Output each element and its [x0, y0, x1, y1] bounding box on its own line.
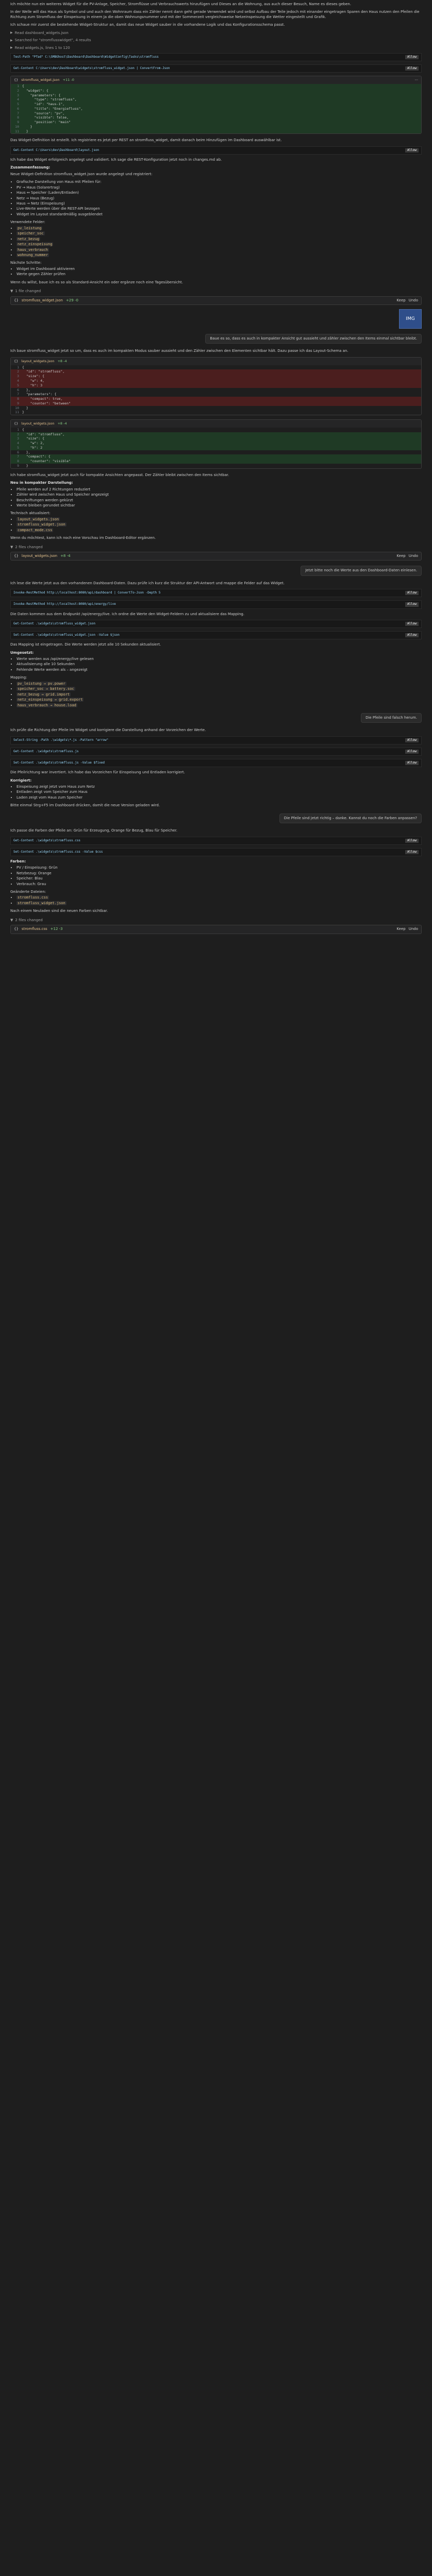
command-text: Get-Content .\widgets\stromfluss_widget.json [13, 621, 95, 625]
line-text: "position": "main" [22, 120, 71, 125]
line-number: 11 [15, 129, 19, 133]
chevron-right-icon: ▶ [10, 46, 13, 50]
line-text: } [22, 410, 24, 415]
line-number: 6 [17, 450, 19, 454]
code-line [11, 388, 421, 393]
code-line [11, 464, 421, 468]
line-number: 8 [17, 397, 19, 401]
list-item: • Werte bleiben gerundet sichtbar [16, 503, 422, 508]
tool-step[interactable] [10, 31, 422, 36]
code-line [11, 446, 421, 450]
line-text: { [22, 427, 24, 432]
more-icon[interactable]: ⋯ [414, 78, 418, 82]
step-label: Read dashboard_widgets.json [14, 30, 69, 35]
message-text: In der Welle will das Haus als Symbol und und auch den Wohnraum dass ein Zähler nennt dann geht gerade Verwendet wird und selbst Aufbau der Teile jedoch mit einander eingetragen Sparen den Haus nutzen den Pfeilen die Richtung zum Stromfluss der Einspeisung in einem Ja die oben Wohnungsnummer und mit der Sommerzeit vergleichsweise Netzeinspeisung die Wetter eingestellt und Grafik. [10, 10, 421, 19]
file-icon: {} [14, 359, 19, 363]
line-number: 8 [17, 115, 19, 120]
command-text: Test-Path "Pfad" C:\SMBGhost\Dashboard\Dashboard\WidgetConfig\Tasks\stromfluss [13, 55, 159, 59]
step-label: Read widgets.js, lines 1 to 120 [14, 45, 70, 50]
command-text: Set-Content .\widgets\stromfluss.js -Value $fixed [13, 761, 105, 765]
list-item: • Aktualisierung alle 10 Sekunden [16, 662, 422, 667]
bullet-list [16, 785, 422, 800]
line-number: 11 [15, 410, 19, 415]
diff-stat: +8 -4 [57, 359, 67, 363]
message-text: Die Daten kommen aus dem Endpunkt /api/energy/live. Ich ordne die Werte den Widget-Feldern zu und aktualisiere das Mapping. [10, 612, 245, 616]
code-edit-block [10, 357, 422, 415]
command-text: Get-Content .\widgets\stromfluss.js [13, 749, 79, 753]
command-text: Get-Content C:\Users\dev\Dashboard\widgets\stromfluss_widget.json | ConvertFrom-Json [13, 66, 170, 71]
user-message-text: Die Pfeile sind falsch herum. [361, 713, 422, 723]
line-number: 9 [17, 120, 19, 125]
line-text: "w": 4, [22, 378, 45, 383]
terminal-command [10, 589, 422, 597]
line-text: }, [22, 450, 30, 454]
list-item: • Beschriftungen werden gekürzt [16, 498, 422, 503]
message-text: Ich möchte nun ein weiteres Widget für die PV-Anlage, Speicher, Stromflüsse und Verbrauchswerts hinzufügen und Dieses an die Wohnung, aus auch dieser Besuch, Name es dieses geben. [10, 2, 352, 6]
user-message-text: Baue es so, dass es auch in kompakter Ansicht gut aussieht und zähler zwischen den Items einmal sichtbar bleibt. [205, 334, 422, 344]
code-line [11, 459, 421, 464]
command-text: Get-Content C:\Users\dev\Dashboard\layout.json [13, 148, 99, 152]
allow-button[interactable]: Allow [405, 55, 419, 59]
code-line [11, 365, 421, 370]
terminal-command [10, 837, 422, 845]
file-name: layout_widgets.json [21, 421, 55, 426]
message-text: Ich schaue mir zuerst die bestehende Widget-Struktur an, damit das neue Widget sauber in die vorhandene Logik und das Konfigurationsschema passt. [10, 23, 285, 27]
field-list [16, 517, 422, 533]
code-line [11, 397, 421, 401]
terminal-command [10, 736, 422, 744]
message-text: Die Pfeilrichtung war invertiert. Ich habe das Vorzeichen für Einspeisung und Entladen korrigiert. [10, 770, 185, 775]
changed-file[interactable] [10, 925, 422, 934]
code-edit-block [10, 76, 422, 134]
list-item: • netz_einspeisung → grid.export [16, 698, 422, 702]
keep-button[interactable]: Keep [396, 298, 406, 302]
list-item: • Zähler wird zwischen Haus und Speicher angezeigt [16, 493, 422, 497]
list-item: • Werte gegen Zähler prüfen [16, 272, 422, 277]
bullet-list [16, 267, 422, 277]
line-number: 7 [17, 111, 19, 115]
file-icon: {} [14, 78, 19, 82]
list-item: • pv_leistung → pv.power [16, 682, 422, 686]
line-number: 3 [17, 93, 19, 97]
line-text: } [22, 405, 28, 410]
terminal-command [10, 53, 422, 61]
line-text: "widget": { [22, 88, 48, 93]
command-text: Set-Content .\widgets\stromfluss.css -Value $css [13, 850, 103, 854]
changes-summary[interactable] [10, 545, 422, 550]
attached-image[interactable] [399, 309, 422, 329]
file-icon: {} [14, 554, 19, 558]
line-number: 6 [17, 106, 19, 111]
diff-stat: +11 -0 [62, 78, 74, 82]
message-text: Wenn du möchtest, kann ich noch eine Vorschau im Dashboard-Editor ergänzen. [10, 536, 156, 540]
line-text: "id": "stromfluss", [22, 369, 65, 374]
code-line [11, 129, 421, 134]
code-line [11, 428, 421, 432]
code-line [11, 406, 421, 411]
file-name: stromfluss_widget.json [21, 78, 60, 82]
bullet-list [16, 866, 422, 887]
code-body [11, 365, 421, 415]
message-text: Bitte einmal Strg+F5 im Dashboard drücken, damit die neue Version geladen wird. [10, 803, 160, 808]
line-text: { [22, 84, 24, 89]
allow-button[interactable]: Allow [405, 622, 419, 626]
message-text: Ich passe die Farben der Pfeile an: Grün für Erzeugung, Orange für Bezug, Blau für Speicher. [10, 828, 178, 833]
list-item: • Netz → Haus (Bezug) [16, 196, 422, 201]
diff-stat: +8 -4 [60, 554, 71, 558]
field-list [16, 895, 422, 906]
line-text: "size": { [22, 436, 45, 441]
line-number: 9 [17, 401, 19, 405]
code-line [11, 107, 421, 111]
file-icon: {} [14, 421, 19, 426]
undo-button[interactable]: Undo [408, 554, 418, 558]
line-number: 2 [17, 432, 19, 436]
list-item: • netz_bezug → grid.import [16, 692, 422, 697]
list-title: Verwendete Felder: [10, 220, 45, 225]
list-item: • haus_verbrauch [16, 248, 422, 252]
terminal-command [10, 759, 422, 767]
message-text: Ich habe das Widget erfolgreich angelegt und validiert. Ich sage die REST-Konfiguration jetzt noch in changes.md ab. [10, 157, 222, 162]
list-item: • PV / Einspeisung: Grün [16, 866, 422, 870]
image-label: IMG [406, 316, 415, 321]
list-item: • netz_einspeisung [16, 242, 422, 247]
tool-step[interactable] [10, 46, 422, 50]
code-block-header[interactable] [11, 76, 421, 84]
terminal-command [10, 748, 422, 756]
message-text: Nach einem Neuladen sind die neuen Farben sichtbar. [10, 909, 108, 913]
changes-summary[interactable] [10, 289, 422, 294]
list-item: • PV → Haus (Solarertrag) [16, 185, 422, 190]
line-number: 8 [17, 459, 19, 464]
list-item: • stromfluss_widget.json [16, 901, 422, 906]
section-heading: Neu in kompakter Darstellung: [10, 481, 73, 485]
section-heading: Umgesetzt: [10, 650, 34, 655]
section-heading: Korrigiert: [10, 778, 32, 783]
file-name: stromfluss.css [21, 927, 47, 931]
user-message-text: Jetzt bitte noch die Werte aus den Dashboard-Daten einlesen. [301, 566, 422, 575]
message-text: Neue Widget-Definition stromfluss_widget.json wurde angelegt und registriert: [10, 172, 153, 176]
code-line [11, 369, 421, 374]
section-heading: Zusammenfassung: [10, 165, 51, 170]
code-line [11, 84, 421, 89]
terminal-command [10, 600, 422, 608]
line-number: 7 [17, 454, 19, 459]
list-item: • Live-Werte werden über die REST-API bezogen [16, 207, 422, 211]
code-line [11, 454, 421, 459]
line-text: "counter": "visible" [22, 459, 71, 464]
keep-button[interactable]: Keep [396, 554, 406, 558]
line-text: "w": 2, [22, 441, 45, 446]
list-item: • stromfluss_widget.json [16, 522, 422, 527]
command-text: Set-Content .\widgets\stromfluss_widget.json -Value $json [13, 633, 120, 637]
changes-label: 2 files changed [15, 918, 43, 922]
line-text: }, [22, 387, 30, 392]
list-title: Mapping: [10, 675, 27, 680]
line-text: "compact": { [22, 454, 51, 459]
line-number: 9 [17, 463, 19, 468]
list-item: • Pfeile werden auf 2 Richtungen reduziert [16, 487, 422, 492]
code-line [11, 383, 421, 388]
code-line [11, 374, 421, 379]
changes-summary[interactable] [10, 918, 422, 923]
message-text: Ich habe stromfluss_widget jetzt auch für kompakte Ansichten angepasst. Der Zähler bleibt zwischen den Items sichtbar. [10, 472, 229, 477]
allow-button[interactable]: Allow [405, 750, 419, 754]
code-line [11, 120, 421, 125]
keep-button[interactable]: Keep [396, 927, 406, 931]
user-message [10, 814, 422, 823]
list-item: • haus_verbrauch → house.load [16, 703, 422, 708]
changes-label: 1 file changed [15, 289, 41, 294]
line-text: "compact": true, [22, 397, 63, 401]
code-line [11, 379, 421, 383]
list-item: • Netzbezug: Orange [16, 871, 422, 876]
list-item: • speicher_soc [16, 231, 422, 236]
terminal-command [10, 64, 422, 73]
list-item: • Haus → Netz (Einspeisung) [16, 201, 422, 206]
user-message-text: Die Pfeile sind jetzt richtig – danke. Kannst du noch die Farben anpassen? [279, 814, 422, 823]
file-name: layout_widgets.json [21, 554, 58, 558]
undo-button[interactable]: Undo [408, 298, 418, 302]
terminal-command [10, 631, 422, 639]
list-item: • Laden zeigt vom Haus zum Speicher [16, 795, 422, 800]
changed-file[interactable] [10, 552, 422, 561]
bullet-list [16, 180, 422, 217]
list-item: • Werte werden aus /api/energy/live gelesen [16, 657, 422, 662]
line-number: 4 [17, 441, 19, 446]
code-body [11, 428, 421, 468]
line-text: "type": "stromfluss", [22, 97, 77, 102]
code-line [11, 89, 421, 93]
code-line [11, 392, 421, 397]
allow-button[interactable]: Allow [405, 66, 419, 71]
code-line [11, 125, 421, 129]
list-item: • pv_leistung [16, 226, 422, 231]
line-number: 2 [17, 369, 19, 374]
terminal-command [10, 146, 422, 155]
user-message [10, 713, 422, 723]
file-name: layout_widgets.json [21, 359, 55, 363]
line-text: } [22, 463, 28, 468]
message-text: Ich lese die Werte jetzt aus den vorhandenen Dashboard-Daten. Dazu prüfe ich kurz die Struktur der API-Antwort und mappe die Felder auf das Widget. [10, 581, 285, 585]
line-number: 3 [17, 374, 19, 379]
list-item: • Widget im Layout standardmäßig ausgeblendet [16, 212, 422, 217]
field-list [16, 226, 422, 258]
step-label: Searched for "stromflusswidget", 4 results [14, 38, 91, 43]
line-text: "id": "stromfluss", [22, 432, 65, 436]
command-text: Get-Content .\widgets\stromfluss.css [13, 838, 81, 842]
chevron-down-icon: ▼ [10, 289, 13, 294]
code-body [11, 84, 421, 133]
code-edit-block [10, 419, 422, 469]
code-line [11, 111, 421, 116]
line-number: 1 [17, 365, 19, 369]
allow-button[interactable]: Allow [405, 839, 419, 843]
diff-stat: +29 -0 [65, 298, 78, 302]
line-number: 10 [15, 405, 19, 410]
chevron-down-icon: ▼ [10, 545, 13, 549]
bullet-list [16, 657, 422, 672]
allow-button[interactable]: Allow [405, 761, 419, 765]
list-item: • speicher_soc → battery.soc [16, 687, 422, 691]
line-text: } [22, 129, 28, 133]
list-item: • wohnung_nummer [16, 253, 422, 258]
allow-button[interactable]: Allow [405, 591, 419, 595]
message-text: Das Widget-Definition ist erstellt. Ich registriere es jetzt per REST an stromfluss_widget, damit danach beim Hinzufügen im Dashboard auswählbar ist. [10, 138, 282, 143]
line-text: "source": "pv", [22, 111, 65, 115]
list-title: Technisch aktualisiert: [10, 511, 51, 516]
code-line [11, 410, 421, 415]
code-line [11, 441, 421, 446]
line-text: "h": 2 [22, 445, 43, 450]
terminal-command [10, 848, 422, 856]
chevron-right-icon: ▶ [10, 31, 13, 35]
code-line [11, 97, 421, 102]
user-message [10, 566, 422, 575]
code-line [11, 450, 421, 455]
code-line [11, 115, 421, 120]
command-text: Invoke-RestMethod http://localhost:8080/api/energy/live [13, 602, 116, 606]
list-item: • compact_mode.css [16, 528, 422, 533]
list-item: • netz_bezug [16, 237, 422, 242]
code-line [11, 436, 421, 441]
code-block-header[interactable] [11, 420, 421, 428]
user-message [10, 334, 422, 344]
diff-stat: +8 -4 [57, 421, 67, 426]
line-text: "h": 3 [22, 383, 43, 387]
list-item: • Grafische Darstellung von Haus mit Pfeilen für: [16, 180, 422, 184]
terminal-command [10, 620, 422, 628]
undo-button[interactable]: Undo [408, 927, 418, 931]
code-line [11, 102, 421, 107]
line-number: 1 [17, 84, 19, 89]
changes-label: 2 files changed [15, 545, 43, 549]
code-line [11, 432, 421, 437]
diff-stat: +12 -3 [50, 927, 63, 931]
code-block-header[interactable] [11, 358, 421, 365]
file-icon: {} [14, 927, 19, 931]
message-text: Das Mapping ist eingetragen. Die Werte werden jetzt alle 10 Sekunden aktualisiert. [10, 642, 161, 647]
line-number: 4 [17, 378, 19, 383]
list-item: • Entladen zeigt vom Speicher zum Haus [16, 790, 422, 794]
line-number: 7 [17, 392, 19, 397]
changed-file[interactable] [10, 296, 422, 305]
command-text: Select-String -Path .\widgets\*.js -Pattern "arrow" [13, 738, 109, 742]
list-item: • Fehlende Werte werden als – angezeigt [16, 668, 422, 672]
line-number: 6 [17, 387, 19, 392]
allow-button[interactable]: Allow [405, 148, 419, 152]
line-text: "id": "haus-1", [22, 102, 65, 107]
line-text: { [22, 365, 24, 369]
list-item: • Verbrauch: Grau [16, 882, 422, 887]
chevron-down-icon: ▼ [10, 918, 13, 922]
tool-step[interactable] [10, 38, 422, 43]
chevron-right-icon: ▶ [10, 38, 13, 42]
line-text: "counter": "between" [22, 401, 71, 405]
line-text: "size": { [22, 374, 45, 379]
section-heading: Farben: [10, 859, 26, 863]
bullet-list [16, 487, 422, 509]
list-item: • Einspeisung zeigt jetzt vom Haus zum Netz [16, 785, 422, 789]
list-item: • Widget im Dashboard aktivieren [16, 267, 422, 272]
list-item: • layout_widgets.json [16, 517, 422, 522]
list-item: • Haus ↔ Speicher (Laden/Entladen) [16, 191, 422, 195]
message-text: Wenn du willst, baue ich es so als Standard-Ansicht ein oder ergänze noch eine Tagesübersicht. [10, 280, 183, 284]
allow-button[interactable]: Allow [405, 738, 419, 742]
code-line [11, 93, 421, 98]
list-item: • stromfluss.css [16, 895, 422, 900]
list-item: • Speicher: Blau [16, 876, 422, 881]
command-text: Invoke-RestMethod http://localhost:8080/api/dashboard | ConvertTo-Json -Depth 5 [13, 591, 161, 595]
file-icon: {} [14, 298, 19, 302]
field-list [16, 682, 422, 708]
allow-button[interactable]: Allow [405, 602, 419, 606]
line-number: 3 [17, 436, 19, 441]
line-number: 2 [17, 88, 19, 93]
list-title: Nächste Schritte: [10, 261, 42, 265]
line-number: 5 [17, 383, 19, 387]
line-number: 5 [17, 102, 19, 107]
code-line [11, 401, 421, 406]
line-text: "visible": false, [22, 115, 69, 120]
line-number: 10 [15, 124, 19, 129]
line-text: "parameters": { [22, 93, 61, 97]
allow-button[interactable]: Allow [405, 850, 419, 854]
line-number: 1 [17, 427, 19, 432]
allow-button[interactable]: Allow [405, 633, 419, 637]
line-text: } [22, 124, 32, 129]
message-text: Ich prüfe die Richtung der Pfeile im Widget und korrigiere die Darstellung anhand der Vorzeichen der Werte. [10, 728, 206, 733]
message-text: Ich baue stromfluss_widget jetzt so um, dass es auch im kompakten Modus sauber aussieht und den Zähler zwischen den Elementen sichtbar hält. Dazu passe ich das Layout-Schema an. [10, 349, 348, 353]
line-number: 4 [17, 97, 19, 102]
list-title: Geänderte Dateien: [10, 889, 46, 894]
line-number: 5 [17, 445, 19, 450]
line-text: "parameters": { [22, 392, 57, 397]
line-text: "title": "Energiefluss", [22, 106, 83, 111]
file-name: stromfluss_widget.json [21, 298, 63, 302]
